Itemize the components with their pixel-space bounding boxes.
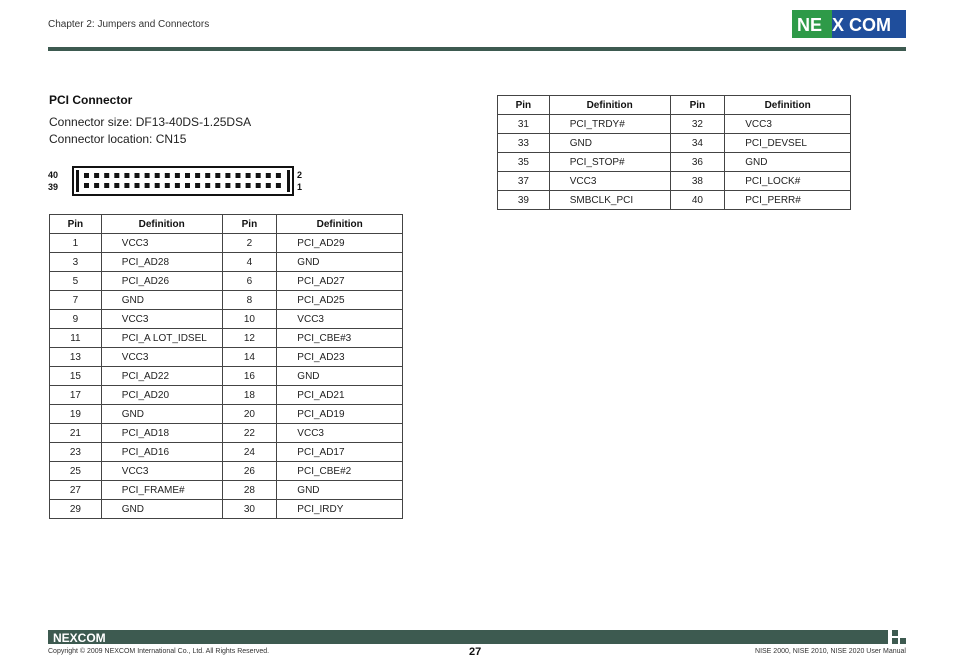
connector-pin [145,173,150,178]
table-row [50,253,403,272]
pin-cell: 37 [498,172,550,191]
table-row [50,500,403,519]
definition-cell: PCI_CBE#2 [277,462,403,481]
connector-pin [175,173,180,178]
pin-cell: 33 [498,134,550,153]
connector-pin [205,173,210,178]
definition-cell: VCC3 [725,115,851,134]
pin-cell: 14 [222,348,277,367]
definition-cell: GND [101,500,222,519]
page-number: 27 [469,646,482,658]
connector-pin [84,173,89,178]
definition-cell: PCI_AD21 [277,386,403,405]
definition-cell: PCI_AD27 [277,272,403,291]
connector-pin [165,173,170,178]
header-pin: Pin [222,215,277,234]
definition-cell: PCI_AD16 [101,443,222,462]
definition-cell: VCC3 [101,234,222,253]
pin-cell: 17 [50,386,102,405]
connector-pin [276,183,281,188]
table-row [50,424,403,443]
definition-cell: PCI_LOCK# [725,172,851,191]
definition-cell: VCC3 [277,424,403,443]
pin-cell: 5 [50,272,102,291]
pin-cell: 22 [222,424,277,443]
table-row [50,386,403,405]
footer-bar [48,630,888,644]
table-row [498,134,851,153]
connector-pin [175,183,180,188]
connector-pin [135,183,140,188]
connector-pin [236,173,241,178]
definition-cell: PCI_AD23 [277,348,403,367]
footer-nexcom-logo [53,631,111,643]
definition-cell: SMBCLK_PCI [549,191,670,210]
connector-pin [135,173,140,178]
corner-square [892,630,898,636]
pin-cell: 27 [50,481,102,500]
connector-pin [215,183,220,188]
connector-pin [185,183,190,188]
pin-cell: 28 [222,481,277,500]
pin-label-2: 2 [297,170,303,180]
pin-cell: 29 [50,500,102,519]
connector-pin [266,183,271,188]
definition-cell: PCI_AD28 [101,253,222,272]
definition-cell: PCI_DEVSEL [725,134,851,153]
connector-pin [114,173,119,178]
header-definition: Definition [725,96,851,115]
definition-cell: GND [277,367,403,386]
definition-cell: PCI_A LOT_IDSEL [101,329,222,348]
connector-pin [205,183,210,188]
definition-cell: PCI_PERR# [725,191,851,210]
connector-header-icon [72,166,294,196]
connector-pin [165,183,170,188]
definition-cell: PCI_AD25 [277,291,403,310]
definition-cell: PCI_AD18 [101,424,222,443]
pin-cell: 7 [50,291,102,310]
pin-cell: 23 [50,443,102,462]
manual-title: NISE 2000, NISE 2010, NISE 2020 User Manual [755,648,906,655]
pin-cell: 36 [670,153,725,172]
pin-label-40: 40 [48,170,59,180]
section-title: PCI Connector [49,93,133,107]
pin-cell: 1 [50,234,102,253]
connector-pin [195,183,200,188]
connector-pin [155,173,160,178]
pin-cell: 13 [50,348,102,367]
pin-cell: 4 [222,253,277,272]
table-row [50,443,403,462]
table-row [50,405,403,424]
header-definition: Definition [101,215,222,234]
pin-cell: 34 [670,134,725,153]
corner-square [892,638,898,644]
connector-pin [84,183,89,188]
svg-text:COM: COM [849,15,891,35]
pin-cell: 25 [50,462,102,481]
definition-cell: VCC3 [101,310,222,329]
connector-pin [195,173,200,178]
pin-cell: 32 [670,115,725,134]
definition-cell: PCI_AD19 [277,405,403,424]
table-row [50,234,403,253]
pin-cell: 10 [222,310,277,329]
svg-text:X: X [832,15,845,35]
table-row [498,191,851,210]
table-row [498,115,851,134]
pin-cell: 35 [498,153,550,172]
connector-pin [104,183,109,188]
pin-cell: 15 [50,367,102,386]
connector-pin [256,183,261,188]
definition-cell: GND [101,405,222,424]
pin-label-1: 1 [297,182,303,192]
definition-cell: GND [277,253,403,272]
pin-cell: 8 [222,291,277,310]
pin-cell: 12 [222,329,277,348]
header-pin: Pin [50,215,102,234]
table-row [50,310,403,329]
table-row [50,462,403,481]
connector-pin [246,173,251,178]
definition-cell: PCI_TRDY# [549,115,670,134]
header-definition: Definition [277,215,403,234]
definition-cell: PCI_AD17 [277,443,403,462]
pin-label-39: 39 [48,182,59,192]
pin-cell: 18 [222,386,277,405]
connector-size: Connector size: DF13-40DS-1.25DSA [49,115,252,129]
connector-pin [94,183,99,188]
definition-cell: VCC3 [549,172,670,191]
definition-cell: GND [725,153,851,172]
pin-cell: 20 [222,405,277,424]
definition-cell: VCC3 [101,462,222,481]
definition-cell: PCI_AD22 [101,367,222,386]
table-row [50,291,403,310]
pin-cell: 24 [222,443,277,462]
header-rule [48,47,906,51]
pin-cell: 38 [670,172,725,191]
connector-pin [215,173,220,178]
definition-cell: GND [277,481,403,500]
connector-pin [256,173,261,178]
pin-cell: 30 [222,500,277,519]
pin-cell: 2 [222,234,277,253]
header-definition: Definition [549,96,670,115]
definition-cell: PCI_AD26 [101,272,222,291]
pin-cell: 21 [50,424,102,443]
pin-table-1 [49,214,403,519]
table-row [498,172,851,191]
table-row [498,153,851,172]
definition-cell: GND [101,291,222,310]
svg-text:NEXCOM: NEXCOM [53,631,106,643]
header-pin: Pin [498,96,550,115]
definition-cell: PCI_FRAME# [101,481,222,500]
table-row [50,348,403,367]
corner-square [900,638,906,644]
connector-pin [246,183,251,188]
pin-cell: 40 [670,191,725,210]
connector-pin [185,173,190,178]
connector-diagram [48,166,308,196]
connector-pin [225,183,230,188]
svg-text:NE: NE [797,15,823,35]
pin-cell: 6 [222,272,277,291]
nexcom-logo [792,10,906,38]
copyright-text: Copyright © 2009 NEXCOM International Co., Ltd. All Rights Reserved. [48,648,270,655]
definition-cell: PCI_CBE#3 [277,329,403,348]
pin-cell: 39 [498,191,550,210]
connector-pin [124,173,129,178]
chapter-heading: Chapter 2: Jumpers and Connectors [48,19,210,30]
definition-cell: PCI_AD29 [277,234,403,253]
pin-cell: 3 [50,253,102,272]
connector-pin [114,183,119,188]
connector-pin [266,173,271,178]
pin-cell: 11 [50,329,102,348]
pin-cell: 19 [50,405,102,424]
definition-cell: GND [549,134,670,153]
definition-cell: PCI_IRDY [277,500,403,519]
connector-pin [225,173,230,178]
table-row [50,329,403,348]
table-row [50,272,403,291]
connector-pin [145,183,150,188]
connector-pin [236,183,241,188]
header-pin: Pin [670,96,725,115]
pin-cell: 9 [50,310,102,329]
definition-cell: PCI_AD20 [101,386,222,405]
definition-cell: VCC3 [101,348,222,367]
pin-cell: 16 [222,367,277,386]
pin-cell: 26 [222,462,277,481]
connector-pin [124,183,129,188]
definition-cell: VCC3 [277,310,403,329]
connector-pin [155,183,160,188]
pin-table-2 [497,95,851,210]
table-row [50,481,403,500]
table-row [50,367,403,386]
connector-pin [94,173,99,178]
definition-cell: PCI_STOP# [549,153,670,172]
pin-cell: 31 [498,115,550,134]
connector-pin [276,173,281,178]
connector-location: Connector location: CN15 [49,132,187,146]
connector-pin [104,173,109,178]
